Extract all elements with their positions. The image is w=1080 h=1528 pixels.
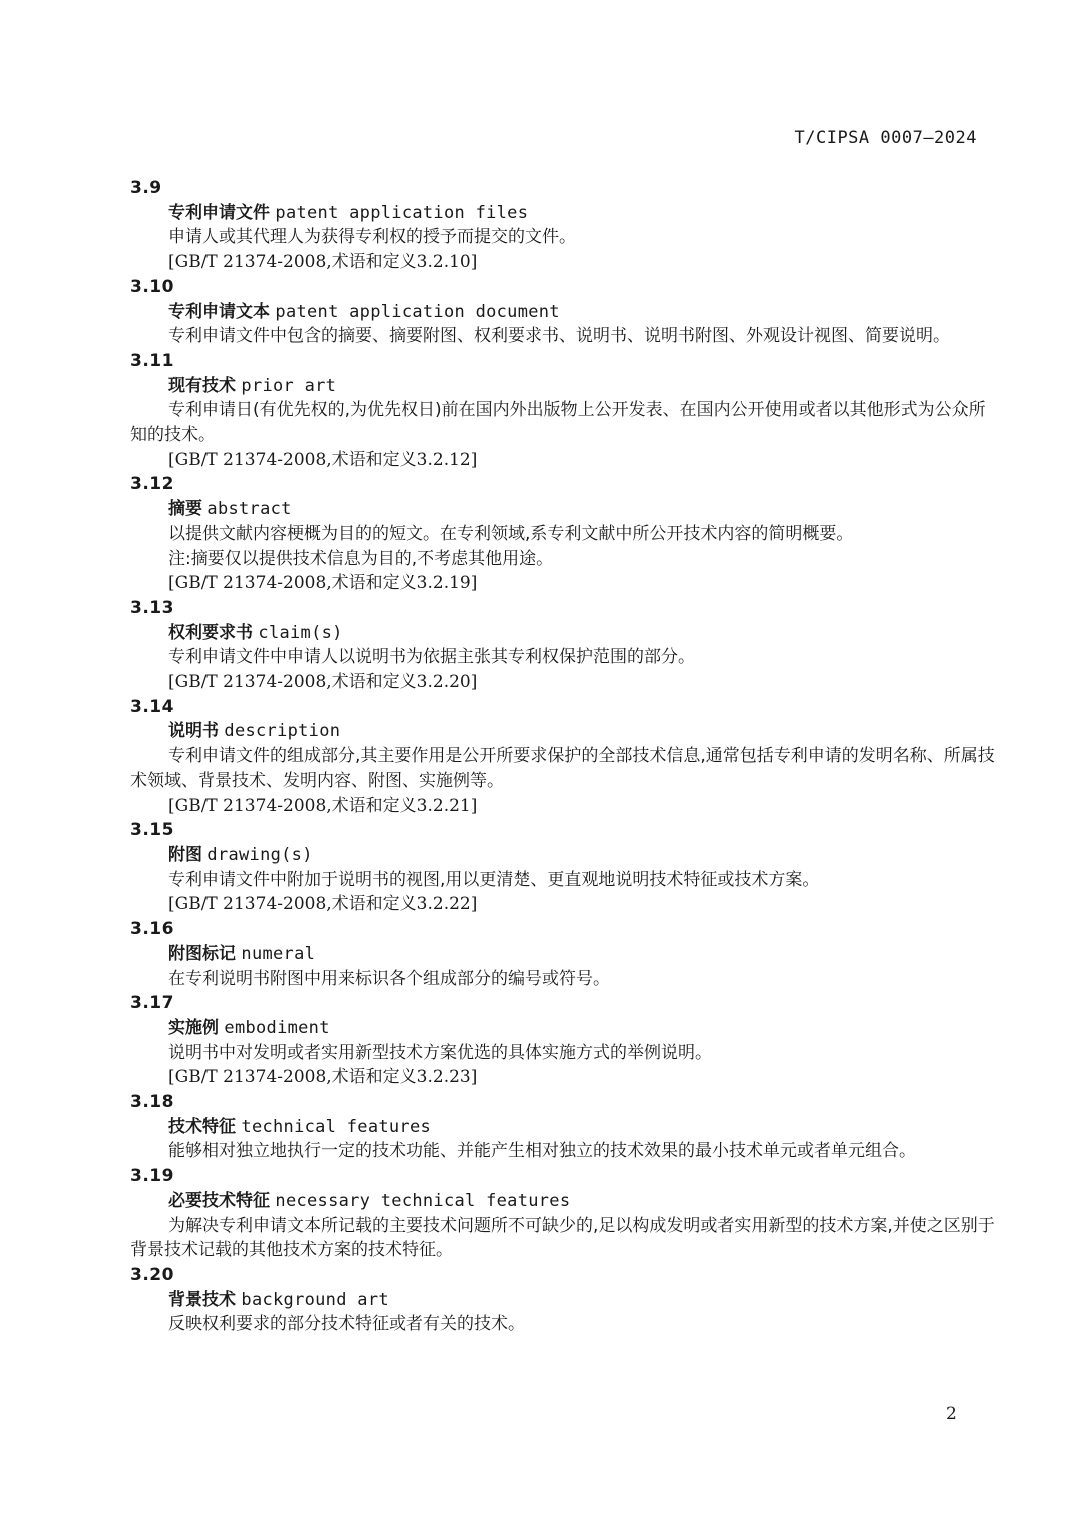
term-source-reference: [GB/T 21374-2008,术语和定义3.2.10] [168, 252, 478, 273]
term-entry [130, 1090, 1000, 1164]
term-number: 3.14 [130, 696, 174, 717]
term-entry [130, 1164, 1000, 1263]
term-english: numeral [241, 943, 316, 964]
term-source-reference: [GB/T 21374-2008,术语和定义3.2.19] [168, 573, 478, 594]
term-heading [130, 1189, 1000, 1214]
term-heading [130, 201, 1000, 226]
term-heading [130, 1115, 1000, 1140]
term-heading [130, 843, 1000, 868]
term-english: necessary technical features [275, 1190, 571, 1211]
term-heading [130, 719, 1000, 744]
term-heading [130, 374, 1000, 399]
term-english: patent application document [275, 301, 560, 322]
page-number: 2 [946, 1404, 957, 1424]
term-number: 3.19 [130, 1166, 174, 1187]
term-number: 3.12 [130, 474, 174, 495]
term-heading [130, 1016, 1000, 1041]
term-heading [130, 497, 1000, 522]
term-entry [130, 917, 1000, 991]
term-definition: 能够相对独立地执行一定的技术功能、并能产生相对独立的技术效果的最小技术单元或者单元组合。 [168, 1141, 916, 1162]
term-definition: 专利申请文件的组成部分,其主要作用是公开所要求保护的全部技术信息,通常包括专利申请的发明名称、所属技术领域、背景技术、发明内容、附图、实施例等。 [130, 746, 995, 791]
term-entry [130, 472, 1000, 596]
term-definition: 专利申请文件中附加于说明书的视图,用以更清楚、更直观地说明技术特征或技术方案。 [168, 869, 820, 890]
term-source-reference: [GB/T 21374-2008,术语和定义3.2.22] [168, 894, 478, 915]
term-definition: 说明书中对发明或者实用新型技术方案优选的具体实施方式的举例说明。 [168, 1042, 712, 1063]
term-chinese: 现有技术 [168, 375, 236, 396]
term-number: 3.18 [130, 1092, 174, 1113]
term-chinese: 必要技术特征 [168, 1190, 270, 1211]
term-chinese: 附图 [168, 844, 202, 865]
terms-list [130, 176, 1000, 1337]
term-english: technical features [241, 1116, 432, 1137]
term-entry [130, 176, 1000, 275]
term-number: 3.10 [130, 276, 174, 297]
term-definition: 在专利说明书附图中用来标识各个组成部分的编号或符号。 [168, 968, 610, 989]
term-heading [130, 1288, 1000, 1313]
term-source-reference: [GB/T 21374-2008,术语和定义3.2.20] [168, 672, 478, 693]
term-number: 3.16 [130, 919, 174, 940]
term-source-reference: [GB/T 21374-2008,术语和定义3.2.23] [168, 1067, 478, 1088]
term-chinese: 附图标记 [168, 943, 236, 964]
term-entry [130, 1263, 1000, 1337]
term-definition: 申请人或其代理人为获得专利权的授予而提交的文件。 [168, 227, 576, 248]
term-number: 3.11 [130, 350, 174, 371]
term-english: patent application files [275, 202, 529, 223]
term-english: embodiment [224, 1017, 330, 1038]
term-number: 3.9 [130, 178, 162, 198]
term-heading [130, 621, 1000, 646]
term-definition: 注:摘要仅以提供技术信息为目的,不考虑其他用途。 [168, 548, 554, 569]
term-english: drawing(s) [207, 844, 313, 865]
term-english: claim(s) [258, 622, 343, 643]
term-source-reference: [GB/T 21374-2008,术语和定义3.2.21] [168, 795, 478, 816]
term-english: prior art [241, 375, 337, 396]
term-number: 3.17 [130, 993, 174, 1014]
term-heading [130, 942, 1000, 967]
term-number: 3.20 [130, 1264, 174, 1285]
term-chinese: 摘要 [168, 499, 202, 520]
term-number: 3.13 [130, 597, 174, 618]
term-heading [130, 300, 1000, 325]
term-entry [130, 349, 1000, 473]
term-definition: 以提供文献内容梗概为目的的短文。在专利领域,系专利文献中所公开技术内容的简明概要。 [168, 523, 854, 544]
term-entry [130, 818, 1000, 917]
term-chinese: 实施例 [168, 1017, 219, 1038]
term-chinese: 技术特征 [168, 1116, 236, 1137]
term-entry [130, 275, 1000, 349]
term-definition: 专利申请文件中申请人以说明书为依据主张其专利权保护范围的部分。 [168, 647, 695, 668]
term-chinese: 权利要求书 [168, 622, 253, 643]
term-definition: 专利申请日(有优先权的,为优先权日)前在国内外出版物上公开发表、在国内公开使用或者以其他形式为公众所知的技术。 [130, 400, 986, 446]
term-chinese: 说明书 [168, 721, 219, 742]
term-english: description [224, 721, 341, 742]
term-source-reference: [GB/T 21374-2008,术语和定义3.2.12] [168, 449, 478, 470]
term-chinese: 专利申请文本 [168, 301, 270, 322]
term-entry [130, 695, 1000, 819]
term-definition: 反映权利要求的部分技术特征或者有关的技术。 [168, 1314, 525, 1335]
term-chinese: 背景技术 [168, 1289, 236, 1310]
term-chinese: 专利申请文件 [168, 202, 270, 223]
term-entry [130, 596, 1000, 695]
term-definition: 为解决专利申请文本所记载的主要技术问题所不可缺少的,足以构成发明或者实用新型的技术方案,并使之区别于背景技术记载的其他技术方案的技术特征。 [130, 1215, 995, 1261]
term-number: 3.15 [130, 820, 174, 841]
document-id: T/CIPSA 0007—2024 [794, 128, 977, 148]
term-definition: 专利申请文件中包含的摘要、摘要附图、权利要求书、说明书、说明书附图、外观设计视图、简要说明。 [168, 326, 950, 347]
term-entry [130, 991, 1000, 1090]
term-english: abstract [207, 499, 292, 520]
term-english: background art [241, 1289, 389, 1310]
